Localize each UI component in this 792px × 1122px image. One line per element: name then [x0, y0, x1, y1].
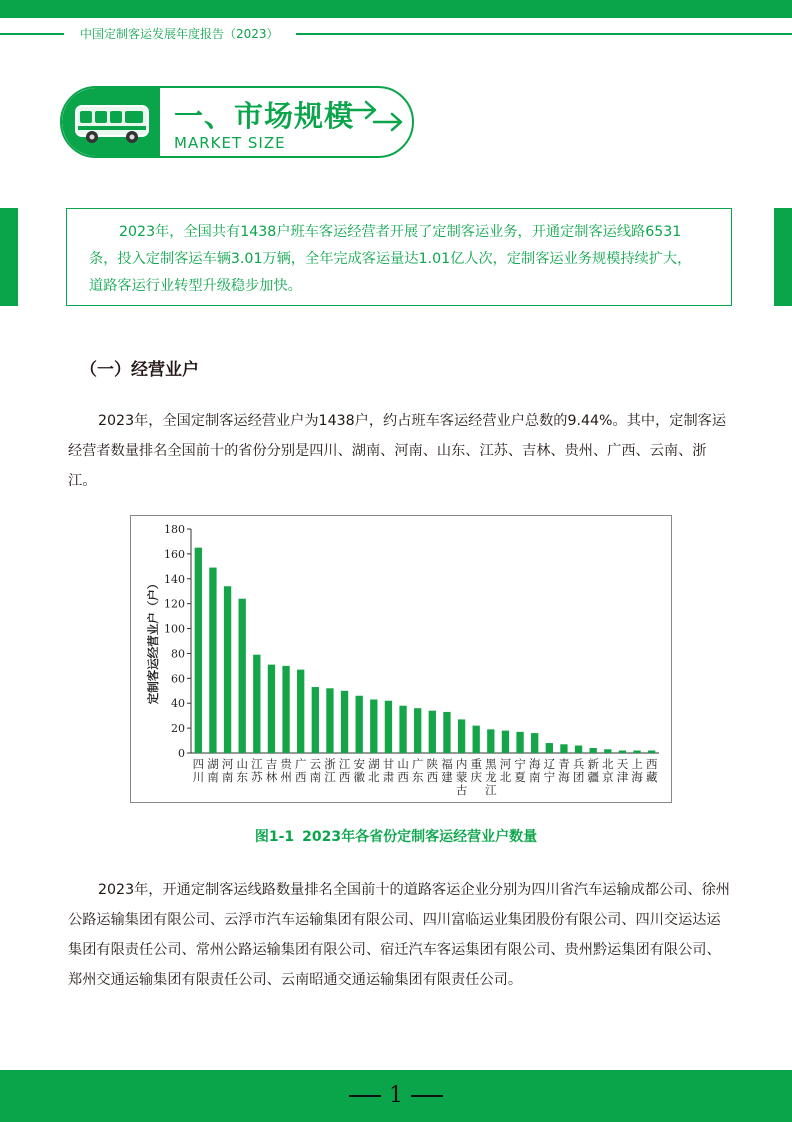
header-rule-right — [296, 33, 792, 35]
x-tick-label: 古 — [455, 783, 468, 797]
x-tick-label: 内 — [455, 757, 468, 771]
page-dash-right — [411, 1095, 443, 1097]
bar-辽宁 — [546, 743, 553, 753]
bar-陕西 — [429, 711, 436, 753]
side-accent-left — [0, 208, 18, 306]
x-tick-label: 江 — [251, 757, 263, 771]
x-tick-label: 南 — [207, 770, 219, 784]
x-tick-label: 宁 — [514, 757, 526, 771]
section-subtitle: MARKET SIZE — [174, 134, 286, 152]
x-tick-label: 南 — [221, 770, 234, 784]
summary-box — [66, 208, 732, 306]
y-tick-label: 40 — [171, 697, 185, 711]
summary-text: 2023年，全国共有1438户班车客运经营者开展了定制客运业务，开通定制客运线路6531条，投入定制客运车辆3.01万辆，全年完成客运量达1.01亿人次，定制客运业务规模持续扩大，道路客运行业转型升级稳步加快。 — [89, 224, 692, 294]
bar-内蒙古 — [458, 719, 465, 753]
x-tick-label: 重 — [470, 757, 482, 771]
paragraph-operators: 2023年，全国定制客运经营业户为1438户，约占班车客运经营业户总数的9.44%。其中，定制客运经营者数量排名全国前十的省份分别是四川、湖南、河南、山东、江苏、吉林、贵州、广西、云南、浙江。 — [68, 413, 727, 489]
bar-兵团 — [575, 746, 582, 753]
x-tick-label: 新 — [587, 757, 599, 771]
x-tick-label: 四 — [192, 757, 205, 771]
figure-caption — [0, 826, 792, 846]
x-tick-label: 江 — [338, 757, 351, 771]
bar-上海 — [633, 751, 640, 753]
y-tick-label: 180 — [164, 523, 185, 536]
bar-黑龙江 — [487, 729, 494, 753]
x-tick-label: 北 — [368, 770, 380, 784]
x-tick-label: 藏 — [645, 770, 658, 784]
subsection-heading: （一）经营业户 — [80, 360, 199, 380]
bar-江西 — [341, 691, 348, 753]
figure-number: 图1-1 — [254, 829, 295, 845]
x-tick-label: 兵 — [572, 757, 585, 771]
x-tick-label: 陕 — [426, 757, 439, 771]
y-tick-label: 0 — [178, 747, 185, 760]
x-tick-label: 南 — [309, 770, 322, 784]
x-tick-label: 川 — [192, 770, 205, 784]
x-tick-label: 天 — [616, 757, 629, 771]
y-tick-label: 20 — [171, 722, 185, 736]
x-tick-label: 海 — [558, 770, 570, 784]
page-number: 1 — [389, 1083, 403, 1108]
x-tick-label: 北 — [499, 770, 512, 784]
x-tick-label: 蒙 — [455, 770, 468, 784]
bar-广东 — [414, 708, 421, 753]
bar-天津 — [619, 751, 626, 753]
bar-河北 — [502, 731, 509, 753]
x-tick-label: 广 — [411, 757, 424, 771]
bar-云南 — [312, 687, 319, 753]
x-tick-label: 浙 — [324, 757, 336, 771]
x-tick-label: 江 — [324, 770, 336, 784]
x-tick-label: 甘 — [382, 757, 395, 771]
x-tick-label: 安 — [353, 757, 365, 771]
x-tick-label: 海 — [528, 757, 541, 771]
bar-海南 — [531, 733, 538, 753]
x-tick-label: 西 — [426, 770, 439, 784]
x-tick-label: 林 — [265, 770, 278, 784]
x-tick-label: 肃 — [382, 770, 395, 784]
x-tick-label: 河 — [499, 757, 512, 771]
x-tick-label: 团 — [572, 770, 585, 784]
side-accent-right — [774, 208, 792, 306]
x-tick-label: 南 — [528, 770, 541, 784]
bar-新疆 — [590, 748, 597, 753]
x-tick-label: 贵 — [280, 757, 292, 771]
bar-浙江 — [326, 688, 333, 753]
x-tick-label: 黑 — [485, 757, 497, 771]
x-tick-label: 北 — [602, 757, 614, 771]
x-tick-label: 西 — [397, 770, 409, 784]
bar-甘肃 — [385, 701, 392, 753]
x-tick-label: 江 — [485, 783, 497, 797]
x-tick-label: 云 — [309, 757, 322, 771]
bar-河南 — [224, 586, 231, 753]
x-tick-label: 龙 — [485, 770, 497, 784]
bus-icon — [74, 102, 150, 146]
y-tick-label: 140 — [164, 572, 185, 586]
x-tick-label: 津 — [616, 770, 629, 784]
x-tick-label: 湖 — [368, 757, 380, 771]
x-tick-label: 湖 — [207, 757, 219, 771]
bar-广西 — [297, 670, 304, 753]
page-number-block — [0, 1083, 792, 1108]
x-tick-label: 海 — [631, 770, 643, 784]
x-tick-label: 疆 — [587, 770, 599, 784]
x-tick-label: 上 — [631, 757, 643, 771]
x-tick-label: 西 — [294, 770, 307, 784]
bar-西藏 — [648, 751, 655, 753]
x-tick-label: 庆 — [470, 770, 482, 784]
x-tick-label: 山 — [236, 757, 248, 771]
page-dash-left — [349, 1095, 381, 1097]
bar-江苏 — [253, 655, 260, 753]
arrow-right-icon — [348, 98, 408, 132]
bar-安徽 — [356, 696, 363, 753]
bar-山东 — [239, 599, 246, 753]
bar-青海 — [560, 744, 567, 753]
header-rule-left — [0, 33, 64, 35]
y-tick-label: 80 — [171, 647, 185, 661]
x-tick-label: 建 — [441, 770, 453, 784]
bar-chart — [130, 515, 672, 803]
y-tick-label: 160 — [164, 547, 185, 561]
bar-北京 — [604, 749, 611, 753]
section-title: 一、市场规模 — [174, 99, 355, 133]
bar-四川 — [195, 548, 202, 753]
figure-title: 2023年各省份定制客运经营业户数量 — [302, 829, 538, 845]
x-tick-label: 徽 — [353, 770, 365, 784]
section-badge — [60, 86, 414, 158]
x-tick-label: 夏 — [514, 770, 526, 784]
bar-湖北 — [370, 699, 377, 753]
y-axis-title: 定制客运经营业户（户） — [146, 577, 160, 705]
y-tick-label: 120 — [164, 597, 185, 611]
x-tick-label: 西 — [645, 757, 658, 771]
paragraph-companies: 2023年，开通定制客运线路数量排名全国前十的道路客运企业分别为四川省汽车运输成都公司、徐州公路运输集团有限公司、云浮市汽车运输集团有限公司、四川富临运业集团股份有限公司、四川交运达运集团有限责任公司、常州公路运输集团有限公司、宿迁汽车客运集团有限公司、贵州黔运集团有限公司、郑州交通运输集团有限责任公司、云南昭通交通运输集团有限责任公司。 — [68, 882, 730, 988]
x-tick-label: 京 — [602, 770, 614, 784]
x-tick-label: 宁 — [543, 770, 556, 784]
x-tick-label: 州 — [280, 770, 292, 784]
y-tick-label: 100 — [164, 622, 185, 636]
x-tick-label: 吉 — [265, 757, 278, 771]
x-tick-label: 青 — [558, 757, 570, 771]
x-tick-label: 福 — [441, 757, 453, 771]
bar-宁夏 — [516, 732, 523, 753]
y-tick-label: 60 — [171, 672, 185, 686]
bar-湖南 — [209, 568, 216, 753]
x-tick-label: 东 — [236, 770, 248, 784]
x-tick-label: 山 — [397, 757, 409, 771]
bar-吉林 — [268, 665, 275, 753]
x-tick-label: 辽 — [543, 757, 556, 771]
bar-贵州 — [282, 666, 289, 753]
bar-山西 — [399, 706, 406, 753]
running-header: 中国定制客运发展年度报告（2023） — [80, 27, 279, 41]
x-tick-label: 西 — [338, 770, 351, 784]
x-tick-label: 广 — [294, 757, 307, 771]
top-green-band — [0, 0, 792, 18]
bar-福建 — [443, 712, 450, 753]
x-tick-label: 河 — [221, 757, 234, 771]
chart-canvas — [131, 516, 671, 802]
x-tick-label: 苏 — [251, 770, 263, 784]
x-tick-label: 东 — [411, 770, 424, 784]
bar-重庆 — [473, 726, 480, 753]
